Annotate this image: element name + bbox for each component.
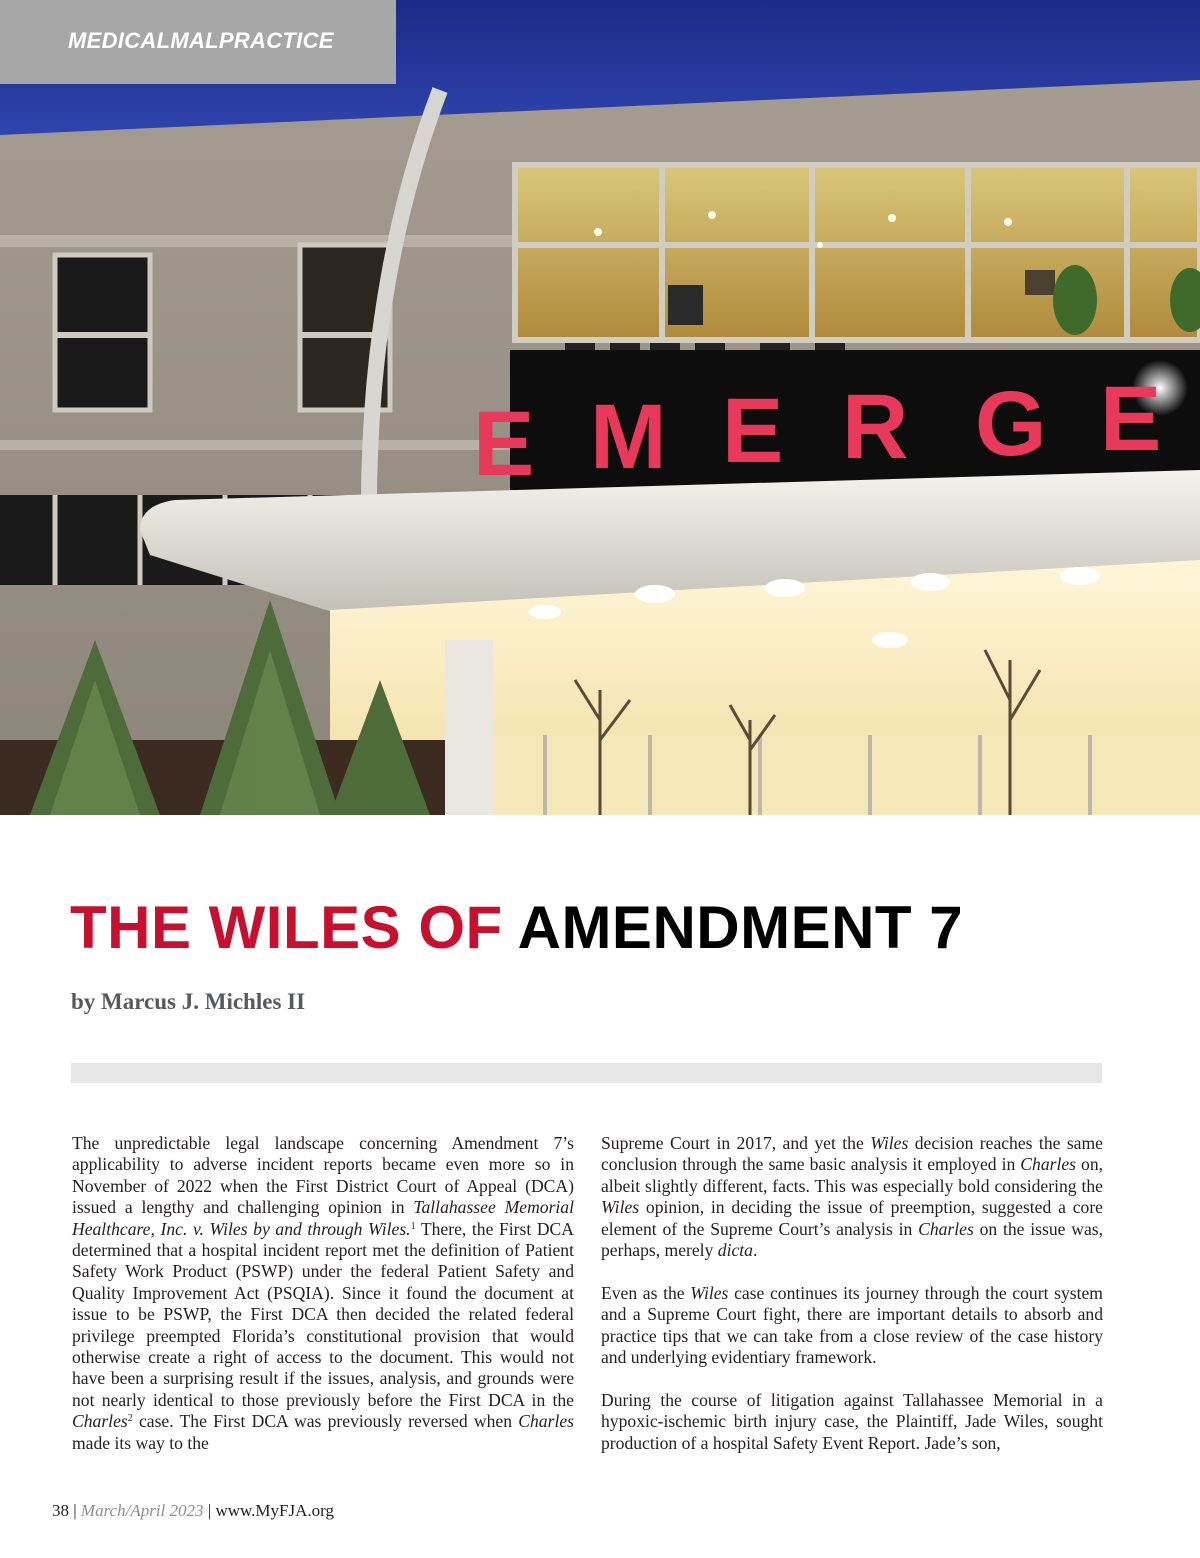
article-title-red: THE WILES OF [70, 894, 503, 961]
sign-letter: E [722, 380, 784, 482]
byline: by Marcus J. Michles II [71, 989, 306, 1014]
section-tab [0, 0, 396, 84]
page-footer: 38 | March/April 2023 | www.MyFJA.org [52, 1501, 334, 1520]
issue-date: March/April 2023 [80, 1501, 204, 1520]
article-column-left [72, 1133, 574, 1475]
divider-bar [71, 1063, 1102, 1083]
sign-letter: R [842, 376, 909, 478]
paragraph: Even as the Wiles case continues its journey through the court system and a Supreme Court fight, there are important details to absorb and practice tips that we can take from a close review of the case history and underlying evidentiary framework. [601, 1282, 1103, 1368]
sign-letter: G [975, 373, 1047, 475]
sign-letter: E [1100, 368, 1162, 470]
website-link[interactable]: www.MyFJA.org [215, 1501, 334, 1520]
article-title [70, 892, 963, 964]
page-number: 38 [52, 1501, 69, 1520]
article-title-black: AMENDMENT 7 [517, 894, 964, 961]
footnote-ref: 2 [127, 1413, 133, 1425]
section-label: MEDICALMALPRACTICE [68, 28, 334, 53]
sign-letter: E [473, 393, 535, 495]
sign-letter: M [590, 386, 667, 488]
paragraph: During the course of litigation against Tallahassee Memorial in a hypoxic-ischemic birth injury case, the Plaintiff, Jade Wiles, sought production of a hospital Safety Event Report. Jade’s son, [601, 1389, 1103, 1453]
footnote-ref: 1 [410, 1220, 416, 1232]
paragraph: The unpredictable legal landscape concerning Amendment 7’s applicability to adverse incident reports became even more so in November of 2022 when the First District Court of Appeal (DCA) issued a lengthy and challenging opinion in Tallahassee Memorial Healthcare, Inc. v. Wiles by and through Wiles.$^1$ There, the First DCA determined that a hospital incident report met the definition of Patient Safety Work Product (PSWP) under the federal Patient Safety and Quality Improvement Act (PSQIA). Since it found the document at issue to be PSWP, the First DCA then decided the related federal privilege preempted Florida’s constitutional provision that would otherwise create a right of access to the document. This would not have been a surprising result if the issues, analysis, and grounds were not nearly identical to those previously before the First DCA in the Charles$^2$ case. The First DCA was previously reversed when Charles made its way to the [72, 1133, 574, 1453]
paragraph: Supreme Court in 2017, and yet the Wiles decision reaches the same conclusion through the same basic analysis it employed in Charles on, albeit slightly different, facts. This was especially bold considering the Wiles opinion, in deciding the issue of preemption, suggested a core element of the Supreme Court’s analysis in Charles on the issue was, perhaps, merely dicta. [601, 1133, 1104, 1261]
article-column-right [601, 1133, 1103, 1475]
